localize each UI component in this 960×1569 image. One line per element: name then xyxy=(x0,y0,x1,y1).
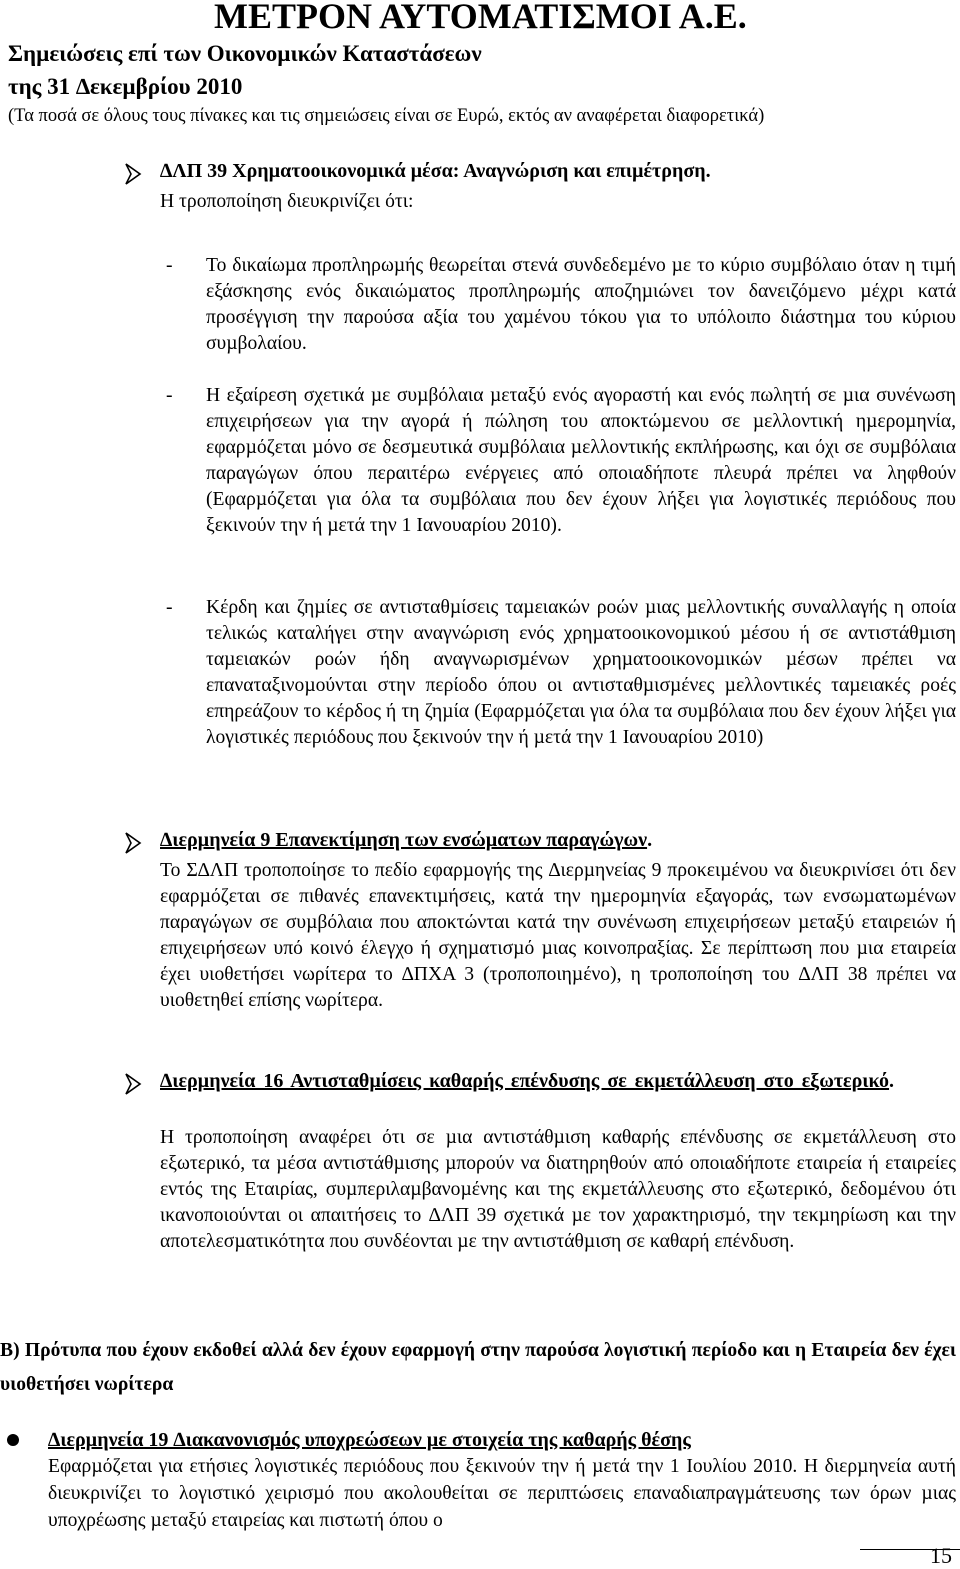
section-b-heading: Β) Πρότυπα που έχουν εκδοθεί αλλά δεν έχουν εφαρµογή στην παρούσα λογιστική περίοδο και η Εταιρεία δεν έχει υιοθετήσει νωρίτερα xyxy=(0,1340,956,1395)
dash-bullet: - xyxy=(166,255,173,276)
int19-body: Εφαρµόζεται για ετήσιες λογιστικές περιόδους που ξεκινούν την ή µετά την 1 Ιουλίου 2010. Η διερµηνεία αυτή διευκρινίζει το λογιστικό χειρισµό που ακολουθείται σε περιπτώσεις επαναδιαπραγµάτευσης των όρων µιας υποχρέωσης µεταξύ εταιρείας και πιστωτή όπου ο xyxy=(48,1456,956,1531)
int9-heading xyxy=(160,827,950,853)
arrow-bullet-icon xyxy=(124,1073,142,1095)
dash-bullet: - xyxy=(166,385,173,406)
int9-heading-suffix: . xyxy=(647,829,653,851)
int9-heading-text: ∆ιερµηνεία 9 Επανεκτίµηση των ενσώµατων παραγώγων xyxy=(160,829,648,851)
dlp39-item-2: Η εξαίρεση σχετικά µε συµβόλαια µεταξύ ενός αγοραστή και ενός πωλητή σε µια συνένωση επιχειρήσεων για την αγορά ή πώληση του αποκτώµενου σε µελλοντική ηµεροµηνία, εφαρµόζεται µόνο σε δεσµευτικά συµβόλαια µελλοντικής εκπλήρωσης, και όχι σε συµβόλαια παραγώγων όπου περαιτέρω ενέργειες από οποιαδήποτε πλευρά πρέπει να ληφθούν (Εφαρµόζεται για όλα τα συµβόλαια που δεν έχουν λήξει για λογιστικές περιόδους που ξεκινούν την ή µετά την 1 Ιανουαρίου 2010). xyxy=(206,385,956,536)
arrow-bullet-icon xyxy=(124,163,142,185)
company-name: ΜΕΤΡΟΝ ΑΥΤΟΜΑΤΙΣΜΟΙ Α.Ε. xyxy=(214,0,747,36)
dlp39-item-3: Κέρδη και ζηµίες σε αντισταθµίσεις ταµειακών ροών µιας µελλοντικής συναλλαγής η οποία τελικώς καταλήγει στην αναγνώριση ενός χρηµατοοικονοµικού µέσου ή σε αντιστάθµιση ταµειακών ροών ήδη αναγνωρισµένων χρηµατοοικονοµικών µέσων πρέπει να επαναταξινοµούνται στην περίοδο όπου οι αντισταθµισµένες µελλοντικές ταµειακές ροές επηρεάζουν το κέρδος ή τη ζηµία (Εφαρµόζεται για όλα τα συµβόλαια που δεν έχουν λήξει για λογιστικές περιόδους που ξεκινούν την ή µετά την 1 Ιανουαρίου 2010) xyxy=(206,597,956,748)
int9-body: Το Σ∆ΛΠ τροποποίησε το πεδίο εφαρµογής της ∆ιερµηνείας 9 προκειµένου να διευκρινίσει ότι δεν εφαρµόζεται σε πιθανές επανεκτιµήσεις, κατά την ηµεροµηνία εξαγοράς, των ενσωµατωµένων παραγώγων σε συµβόλαια που αποκτώνται κατά την συνένωση επιχειρήσεων µεταξύ εταιρειών ή επιχειρήσεων υπό κοινό έλεγχο ή σχηµατισµό µιας κοινοπραξίας. Σε περίπτωση που µια εταιρεία έχει υιοθετήσει νωρίτερα το ∆ΠΧΑ 3 (τροποποιηµένο), η τροποποίηση του ∆ΛΠ 38 πρέπει να υιοθετηθεί επίσης νωρίτερα. xyxy=(160,860,956,1011)
int19-heading-text: ∆ιερµηνεία 19 ∆ιακανονισµός υποχρεώσεων µε στοιχεία της καθαρής θέσης xyxy=(48,1429,691,1451)
document-title: Σηµειώσεις επί των Οικονοµικών Καταστάσεων xyxy=(8,41,482,66)
page-number: 15 xyxy=(930,1543,952,1568)
dash-bullet: - xyxy=(166,597,173,618)
int16-heading-text: ∆ιερµηνεία 16 Αντισταθµίσεις καθαρής επένδυσης σε εκµετάλλευση στο εξωτερικό xyxy=(160,1070,890,1092)
dlp39-heading: ∆ΛΠ 39 Χρηµατοοικονοµικά µέσα: Αναγνώριση και επιµέτρηση. xyxy=(160,160,711,182)
int16-body: Η τροποποίηση αναφέρει ότι σε µια αντιστάθµιση καθαρής επένδυσης σε εκµετάλλευση στο εξωτερικό, τα µέσα αντιστάθµισης µπορούν να διατηρηθούν από οποιαδήποτε εταιρεία ή εταιρείες εντός της Εταιρίας, συµπεριλαµβανοµένης και της εκµετάλλευσης στο εξωτερικό, δεδοµένου ότι ικανοποιούνται οι απαιτήσεις το ∆ΛΠ 39 σχετικά µε τον χαρακτηρισµό, την τεκµηρίωση και την αποτελεσµατικότητα που συνδέονται µε την αντιστάθµιση σε καθαρή επένδυση. xyxy=(160,1127,956,1252)
dlp39-item-1: Το δικαίωµα προπληρωµής θεωρείται στενά συνδεδεµένο µε το κύριο συµβόλαιο όταν η τιµή εξάσκησης ενός δικαιώµατος προπληρωµής αποζηµιώνει τον δανειζόµενο µέχρι κατά προσέγγιση την παρούσα αξία του χαµένου τόκου για το υπόλοιπο διάστηµα του κύριου συµβολαίου. xyxy=(206,255,956,354)
currency-note: (Τα ποσά σε όλους τους πίνακες και τις σηµειώσεις είναι σε Ευρώ, εκτός αν αναφέρεται διαφορετικά) xyxy=(8,106,765,126)
arrow-bullet-icon xyxy=(124,832,142,854)
dot-bullet-icon xyxy=(7,1434,19,1446)
int19-heading xyxy=(48,1427,948,1453)
int16-heading xyxy=(160,1068,956,1094)
int16-heading-suffix: . xyxy=(889,1070,895,1092)
document-date: της 31 ∆εκεµβρίου 2010 xyxy=(8,74,243,99)
dlp39-intro: Η τροποποίηση διευκρινίζει ότι: xyxy=(160,191,414,212)
